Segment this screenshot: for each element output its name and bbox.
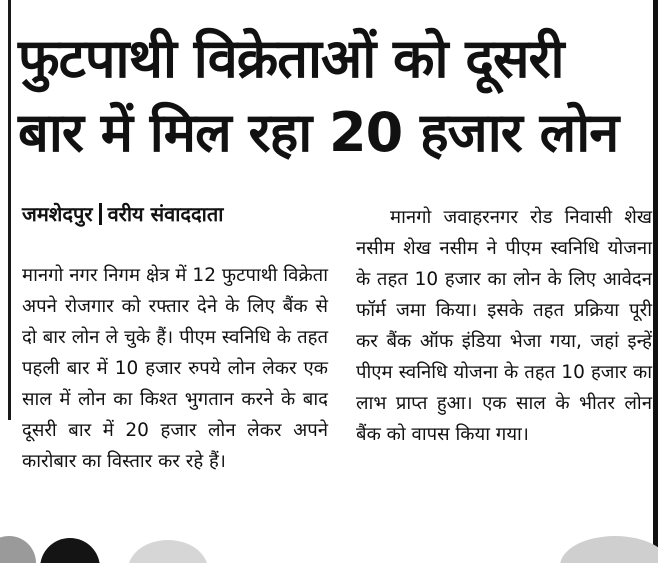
byline-separator [99, 203, 102, 225]
byline [22, 200, 223, 227]
byline-reporter: वरीय संवाददाता [107, 202, 224, 226]
headline-line-1: फुटपाथी विक्रेताओं को दूसरी [18, 27, 564, 90]
decorative-circle [40, 538, 100, 563]
paragraph-right: मानगो जवाहरनगर रोड निवासी शेख नसीम शेख नसीम ने पीएम स्वनिधि योजना के तहत 10 हजार का लोन के लिए आवेदन फॉर्म जमा किया। इसके तहत प्रक्रिया पूरी कर बैंक ऑफ इंडिया भेजा गया, जहां इन्हें पीएम स्वनिधि योजना के तहत 10 हजार का लाभ प्राप्त हुआ। एक साल के भीतर लोन बैंक को वापस किया गया। [356, 207, 652, 445]
column-rule [8, 0, 11, 420]
byline-place: जमशेदपुर [22, 202, 93, 226]
paragraph-left: मानगो नगर निगम क्षेत्र में 12 फुटपाथी विक्रेता अपने रोजगार को रफ्तार देने के लिए बैंक से दो बार लोन ले चुके हैं। पीएम स्वनिधि के तहत पहली बार में 10 हजार रुपये लोन लेकर एक साल में लोन का किश्त भुगतान करने के बाद दूसरी बार में 20 हजार लोन लेकर अपने कारोबार का विस्तार कर रहे हैं। [22, 265, 328, 472]
headline-line-2: बार में मिल रहा 20 हजार लोन [18, 101, 619, 164]
article-column-left [22, 260, 328, 477]
decorative-circle [560, 536, 658, 563]
page-edge [653, 0, 658, 563]
decorative-circle [0, 536, 36, 563]
decorative-circle [128, 540, 208, 563]
headline [18, 22, 648, 170]
article-column-right [356, 202, 652, 450]
